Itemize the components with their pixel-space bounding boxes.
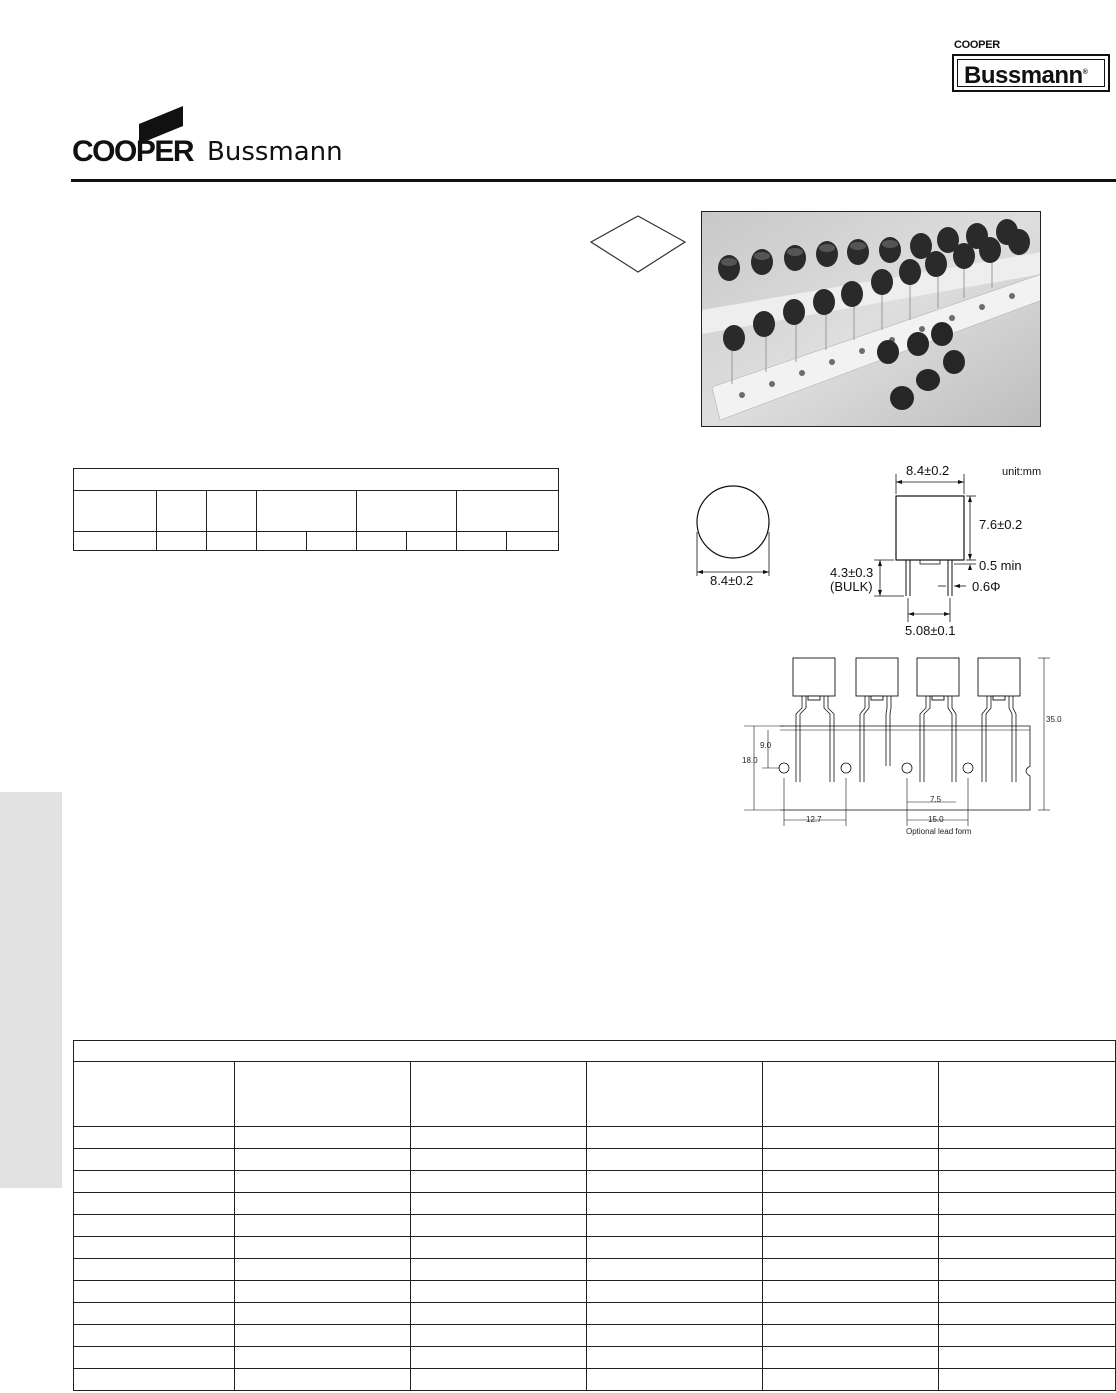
tape-width-label: 18.0 [742, 756, 758, 765]
table-row [74, 1369, 1116, 1391]
header-rule [71, 179, 1116, 182]
dimension-drawing [680, 460, 1116, 640]
hole-pitch-label: 12.7 [806, 815, 822, 824]
spec-cell [457, 532, 507, 551]
table-row [74, 1259, 1116, 1281]
lead-dia-label: 0.6Φ [972, 579, 1001, 594]
catalog-header-cell [411, 1062, 587, 1127]
fuse-tape-image [702, 212, 1041, 427]
spec-header-cell [457, 491, 559, 532]
hole-offset-label: 9.0 [760, 741, 772, 750]
catalog-table-title-cell [74, 1041, 1116, 1062]
table-row [74, 1149, 1116, 1171]
spec-cell [157, 532, 207, 551]
side-section-tab [0, 792, 62, 1188]
catalog-header-cell [939, 1062, 1116, 1127]
spec-header-cell [207, 491, 257, 532]
height-label: 7.6±0.2 [979, 517, 1023, 532]
lead-length-label: 4.3±0.3 [830, 565, 874, 580]
spec-cell [357, 532, 407, 551]
table-row [74, 1325, 1116, 1347]
unit-label: unit:mm [1002, 466, 1042, 478]
lead-length-note: (BULK) [830, 579, 873, 594]
spec-table [73, 468, 559, 551]
badge-cooper-text: COOPER [954, 39, 1000, 51]
table-row [74, 1303, 1116, 1325]
width-label: 8.4±0.2 [906, 463, 950, 478]
spec-header-cell [257, 491, 357, 532]
logo-bussmann-text: Bussmann [207, 137, 343, 167]
catalog-header-cell [587, 1062, 763, 1127]
spec-cell [257, 532, 307, 551]
table-row [74, 1193, 1116, 1215]
fuse-top-view-circle [697, 486, 769, 558]
table-row [74, 1215, 1116, 1237]
catalog-header-cell [763, 1062, 939, 1127]
spec-cell [507, 532, 559, 551]
table-row [74, 1171, 1116, 1193]
standoff-label: 0.5 min [979, 558, 1022, 573]
table-row [74, 1237, 1116, 1259]
spec-cell [307, 532, 357, 551]
logo-cooper-text: COOPER [72, 135, 194, 168]
catalog-table [73, 1040, 1116, 1391]
lead-pitch-label: 7.5 [930, 795, 942, 804]
bussmann-badge-logo [952, 54, 1110, 92]
fuse-side-view-body [896, 496, 964, 560]
spec-table-title-cell [74, 469, 559, 491]
badge-bussmann-text: Bussmann® [964, 62, 1088, 89]
tape-drawing [740, 650, 1116, 840]
pitch-label: 5.08±0.1 [905, 623, 956, 638]
spec-cell [74, 532, 157, 551]
table-row [74, 1281, 1116, 1303]
catalog-header-cell [235, 1062, 411, 1127]
spec-header-cell [74, 491, 157, 532]
spec-cell [407, 532, 457, 551]
diameter-label: 8.4±0.2 [710, 573, 754, 588]
optional-lead-form-note: Optional lead form [906, 827, 972, 836]
component-pitch-label: 15.0 [928, 815, 944, 824]
spec-header-cell [157, 491, 207, 532]
spec-header-cell [357, 491, 457, 532]
catalog-header-cell [74, 1062, 235, 1127]
product-photo [701, 211, 1041, 427]
spec-cell [207, 532, 257, 551]
table-row [74, 1347, 1116, 1369]
total-height-label: 35.0 [1046, 715, 1062, 724]
certification-diamond-outline [588, 214, 688, 276]
table-row [74, 1127, 1116, 1149]
